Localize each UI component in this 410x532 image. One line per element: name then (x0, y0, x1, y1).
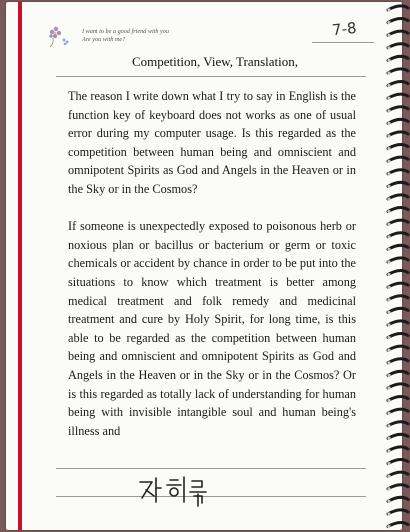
binding-hole (387, 412, 390, 415)
body-text (68, 87, 356, 440)
footer-rule-top (56, 468, 366, 469)
binding-hole (387, 475, 390, 478)
spiral-coil (388, 472, 408, 476)
binding-hole (387, 512, 390, 515)
binding-hole (387, 361, 390, 364)
spiral-coil (388, 422, 408, 426)
spiral-coil (388, 182, 408, 186)
binding-hole (387, 298, 390, 301)
binding-hole (387, 59, 390, 62)
binding-hole (387, 109, 390, 112)
spiral-coil (388, 334, 408, 338)
binding-hole (387, 525, 390, 528)
binding-hole (387, 437, 390, 440)
binding-hole (387, 386, 390, 389)
spiral-binding (384, 0, 410, 532)
spiral-coil (388, 145, 408, 149)
spiral-coil (388, 510, 408, 514)
spiral-coil (388, 258, 408, 262)
spiral-coil (388, 321, 408, 325)
spiral-coil (388, 497, 408, 501)
spiral-coil (388, 195, 408, 199)
binding-hole (387, 197, 390, 200)
binding-hole (387, 248, 390, 251)
spiral-coil (388, 107, 408, 111)
flower-decoration-icon (44, 24, 72, 48)
binding-hole (387, 147, 390, 150)
spiral-coil (388, 409, 408, 413)
spiral-coil (388, 485, 408, 489)
red-margin-line (18, 2, 22, 530)
spiral-coil (388, 397, 408, 401)
spiral-coil (388, 359, 408, 363)
binding-hole (387, 462, 390, 465)
spiral-coil (388, 434, 408, 438)
binding-hole (387, 122, 390, 125)
binding-hole (387, 260, 390, 263)
binding-hole (387, 84, 390, 87)
binding-hole (387, 349, 390, 352)
paragraph-2: If someone is unexpectedly exposed to poisonous herb or noxious plan or bacillus or bacterium or germ or toxic chemicals or accident by chance in order to be put into the situations to know which treatment is better among medical treatment and folk remedy and medicinal treatment and cure by Holy Spirit, for long time, is this able to be regarded as the competition between human being and omniscient and omnipotent Spirits as God and Angels in the Heaven or in the Sky or in the Cosmos? Or is this regarded as totally lack of understanding for human being with invisible intangible soul and human being's illness and (68, 219, 356, 438)
binding-hole (387, 8, 390, 11)
binding-hole (387, 160, 390, 163)
spiral-coil (388, 44, 408, 48)
spiral-coil (388, 233, 408, 237)
spiral-coil (388, 447, 408, 451)
binding-hole (387, 286, 390, 289)
spiral-coil (388, 132, 408, 136)
spiral-coil (388, 220, 408, 224)
spiral-coil (388, 6, 408, 10)
spiral-coil (388, 31, 408, 35)
spiral-coil (388, 19, 408, 23)
page-number: 7-8 (331, 18, 358, 40)
spiral-coil (388, 346, 408, 350)
notebook-page (6, 2, 402, 530)
binding-hole (387, 323, 390, 326)
spiral-coil (388, 384, 408, 388)
spiral-coil (388, 208, 408, 212)
spiral-coil (388, 94, 408, 98)
spiral-coil (388, 460, 408, 464)
spiral-coil (388, 69, 408, 73)
binding-hole (387, 185, 390, 188)
binding-hole (387, 210, 390, 213)
binding-hole (387, 97, 390, 100)
binding-hole (387, 134, 390, 137)
spiral-coil (388, 119, 408, 123)
binding-hole (387, 374, 390, 377)
header-tagline (82, 28, 169, 44)
tagline-line-1: I want to be a good friend with you (82, 28, 169, 35)
paragraph-1: The reason I write down what I try to say in English is the function key of keyboard does not works as one of usual error during my computer usage. Is this regarded as the competition between human being and omniscient and omnipotent Spirits as God and Angels in the Heaven or in the Sky or in the Cosmos? (68, 89, 356, 196)
spiral-coil (388, 170, 408, 174)
binding-hole (387, 336, 390, 339)
handwritten-signature (134, 472, 224, 508)
binding-hole (387, 311, 390, 314)
spiral-coil (388, 271, 408, 275)
title-rule (56, 76, 366, 77)
spiral-coil (388, 523, 408, 527)
spiral-coil (388, 56, 408, 60)
binding-hole (387, 46, 390, 49)
spiral-coil (388, 157, 408, 161)
binding-hole (387, 223, 390, 226)
spiral-coil (388, 308, 408, 312)
spiral-coil (388, 283, 408, 287)
binding-hole (387, 235, 390, 238)
binding-hole (387, 399, 390, 402)
binding-hole (387, 21, 390, 24)
binding-hole (387, 34, 390, 37)
page-number-underline (312, 42, 374, 43)
binding-hole (387, 449, 390, 452)
spiral-coil (388, 245, 408, 249)
tagline-line-2: Are you with me? (82, 36, 126, 43)
binding-hole (387, 424, 390, 427)
spiral-coil (388, 82, 408, 86)
page-title: Competition, View, Translation, (131, 54, 299, 69)
binding-hole (387, 500, 390, 503)
spiral-coil (388, 371, 408, 375)
binding-hole (387, 273, 390, 276)
spiral-coil (388, 296, 408, 300)
binding-hole (387, 487, 390, 490)
binding-hole (387, 71, 390, 74)
binding-hole (387, 172, 390, 175)
